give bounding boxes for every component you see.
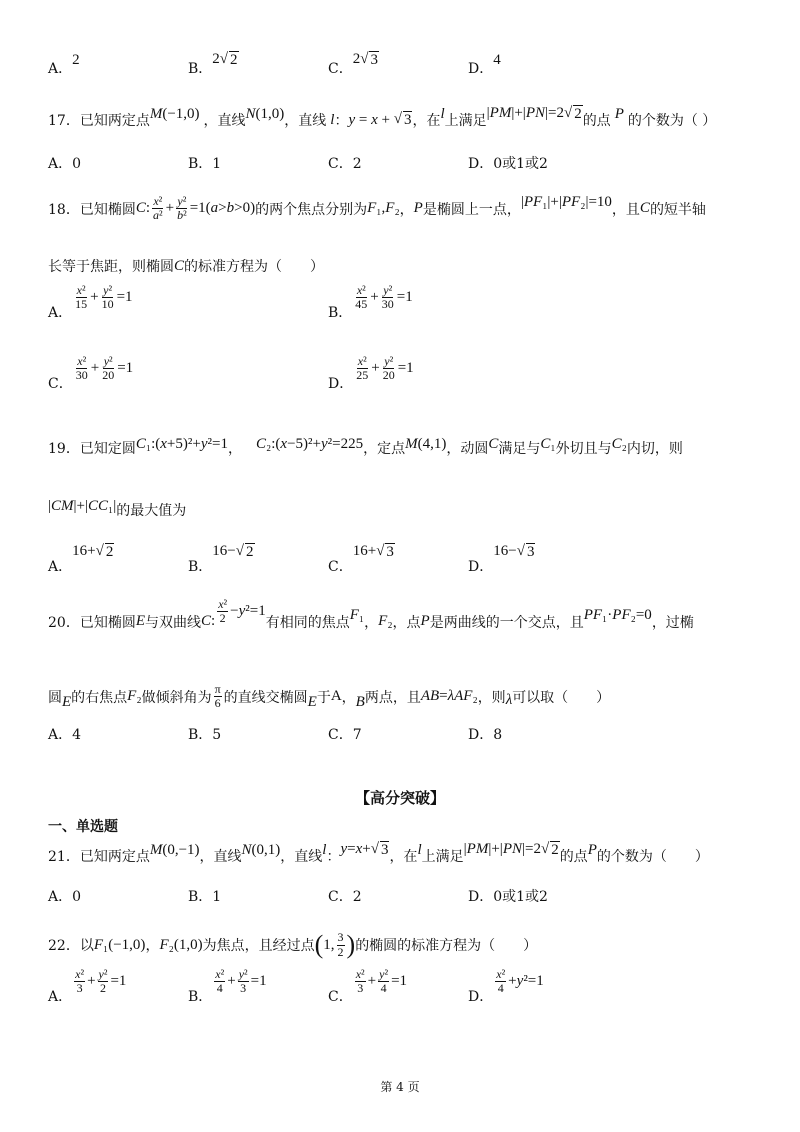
option-label: A．	[48, 988, 73, 1005]
option-value: 2 √ 2	[212, 51, 238, 68]
math-c: C	[174, 257, 185, 274]
q16-option-b	[188, 51, 239, 78]
math-f2: F₂	[127, 688, 142, 705]
stem-text: ，	[145, 938, 160, 954]
q21-option-a: A．0	[48, 889, 82, 905]
stem-text: ，	[341, 689, 356, 706]
math-point-a: A	[330, 688, 342, 705]
stem-text: 上满足	[444, 113, 487, 129]
stem-text: 的个数为（ ）	[627, 113, 717, 129]
q17-option-b: B．1	[188, 156, 222, 172]
option-value: 4	[493, 51, 501, 68]
q22-option-d: D． $\frac{\text{x²}}{4}$ +y²=1	[468, 967, 544, 1005]
math-coord: (−1,0)	[162, 105, 200, 122]
math-fraction: $\frac{\text{x²}}{2}$	[218, 597, 228, 626]
option-label: D．	[328, 375, 354, 392]
math-point: ( 1, $\frac{3}{2}$ )	[314, 930, 356, 959]
math-point-n: N	[245, 105, 256, 122]
math-f2: F₂(1,0)	[159, 936, 203, 953]
math-point-b: B	[355, 694, 365, 711]
stem-text: ，动圆	[446, 441, 489, 457]
question-number: 18．	[48, 201, 80, 218]
stem-text: 圆	[48, 689, 62, 706]
math-coord: (1,0)	[255, 105, 285, 122]
stem-text: ，	[399, 201, 414, 218]
q19-option-a: A． 16+ √ 2	[48, 543, 114, 575]
math-foci: F₁,F₂	[367, 200, 400, 217]
q16-option-c	[328, 51, 379, 78]
math-line-l: l	[322, 841, 327, 858]
stem-text: ，定点	[363, 441, 406, 457]
option-label: C．	[328, 61, 353, 77]
q20-stem-line2	[48, 683, 760, 710]
q19-option-d: D． 16− √ 3	[468, 543, 535, 575]
option-value: 2	[72, 51, 80, 68]
math-dot-product: PF₁·PF₂=0	[583, 607, 652, 624]
q16-option-d	[468, 51, 501, 78]
option-label: B．	[188, 61, 213, 77]
stem-text: ，过椭	[651, 614, 694, 631]
q18-option-c: C． $\frac{\text{x²}}{30}$ + $\frac{\text{y²}}{20}$ =1	[48, 354, 134, 392]
option-label: D．	[468, 559, 494, 575]
option-label: C．	[48, 375, 73, 392]
stem-text: 已知两定点	[79, 113, 150, 129]
math-lambda: λ	[505, 692, 513, 709]
stem-text: 满足与	[498, 441, 541, 457]
stem-text: ，则	[477, 689, 506, 706]
q19-option-c: C． 16+ √ 3	[328, 543, 394, 575]
stem-text: 的点	[582, 113, 611, 129]
q22-option-b: B． $\frac{\text{x²}}{4}$ + $\frac{\text{y²}}{3}$ =1	[188, 967, 267, 1005]
option-label: B．	[188, 988, 213, 1005]
question-number: 21．	[48, 849, 80, 865]
stem-text: ：	[334, 113, 349, 129]
math-vector-equation: AB=λAF₂	[420, 688, 478, 705]
option-value: 2 √ 3	[352, 51, 378, 68]
math-c: C	[639, 200, 650, 217]
stem-text: ：	[326, 849, 341, 865]
math-equation: y=x+ √ 3	[340, 841, 389, 858]
math-point-n: N(0,1)	[241, 841, 281, 858]
option-label: B．	[328, 304, 353, 321]
math-condition: |PM|+|PN|=2 √ 2	[463, 841, 559, 858]
math-line-l: l	[417, 841, 422, 858]
math-condition: |PM|+|PN|=2 √ 2	[486, 105, 582, 122]
q20-option-b: B．5	[188, 727, 222, 743]
q22-stem	[48, 930, 760, 960]
q18-stem: 18． 已知椭圆 C : $\frac{\text{x²}}{\text{a²}}$ + $\frac{\text{y²}}{\text{b²}}$ =1(a>b>0) 的两个焦点分别为 F₁,F₂ ， P 是椭圆上一点， |PF₁|+|PF₂|=10 ，且 C 的短半轴	[48, 194, 706, 223]
math-f1: F₁	[349, 607, 365, 624]
math-e: E	[307, 694, 317, 711]
stem-text: 于	[316, 689, 331, 706]
stem-text: 外切且与	[555, 441, 612, 457]
math-point-p: P	[587, 841, 597, 858]
stem-text: 有相同的焦点	[265, 614, 350, 631]
stem-text: 已知定圆	[79, 441, 136, 457]
q18-option-b: B． $\frac{\text{x²}}{45}$ + $\frac{\text{y²}}{30}$ =1	[328, 283, 413, 321]
math-point-p: P	[420, 613, 430, 630]
q17-stem: 17． 已知两定点 M (−1,0) ，直线 N (1,0) ，直线 l ： y = x + √ 3 ，在 l 上满足 |PM|+|PN|=2 √ 2 的点 P 的个数为（ ）	[48, 105, 717, 129]
option-label: B．	[188, 559, 213, 575]
stem-text: 已知椭圆	[79, 201, 136, 218]
option-label: C．	[328, 559, 353, 575]
math-c2: C₂	[611, 435, 627, 452]
math-c1: C₁	[540, 435, 556, 452]
q21-stem	[48, 841, 760, 866]
math-f2: F₂	[378, 613, 393, 630]
stem-text: ，在	[412, 113, 441, 129]
stem-text: ，直线	[284, 113, 327, 129]
stem-text: 可以取（ ）	[512, 689, 611, 706]
stem-text: 的直线交椭圆	[223, 689, 308, 706]
stem-text: 以	[79, 938, 94, 954]
stem-text: 的椭圆的标准方程为（ ）	[355, 938, 538, 954]
math-ellipse-equation: C	[135, 200, 146, 217]
q18-stem-line2	[48, 256, 760, 276]
section-heading: 【高分突破】	[354, 789, 445, 807]
stem-text: ，	[227, 441, 242, 457]
stem-text: 的点	[559, 849, 588, 865]
math-point-p: P	[413, 200, 423, 217]
stem-text: ，直线	[199, 849, 242, 865]
q16-option-a	[48, 51, 80, 78]
section-title: 一、单选题	[48, 819, 118, 835]
q22-option-a: A． $\frac{\text{x²}}{3}$ + $\frac{\text{y²}}{2}$ =1	[48, 967, 127, 1005]
math-c: C	[488, 435, 499, 452]
q20-stem: 20． 已知椭圆 E 与双曲线 C : $\frac{\text{x²}}{2}$ −y²=1 有相同的焦点 F₁ ， F₂ ，点 P 是两曲线的一个交点，且 PF₁·PF₂=0 ，过椭	[48, 597, 694, 631]
q17-option-c: C．2	[328, 156, 362, 172]
math-point-p: P	[614, 105, 624, 122]
stem-text: 上满足	[421, 849, 464, 865]
math-expression: |CM|+|CC₁|	[48, 497, 117, 514]
q22-option-c: C． $\frac{\text{x²}}{3}$ + $\frac{\text{y²}}{4}$ =1	[328, 967, 408, 1005]
q19-stem	[48, 435, 760, 458]
math-line-l: l	[330, 111, 335, 128]
option-label: A．	[48, 304, 73, 321]
math-f1: F₁(−1,0)	[93, 936, 146, 953]
math-e: E	[135, 613, 145, 630]
stem-text: 是两曲线的一个交点，且	[429, 614, 584, 631]
q20-option-c: C．7	[328, 727, 362, 743]
option-label: A．	[48, 61, 73, 77]
stem-text: ，直线	[280, 849, 323, 865]
math-fraction: $\frac{\pi}{6}$	[214, 682, 221, 711]
q17-option-d: D．0或1或2	[468, 156, 548, 172]
question-number: 17．	[48, 113, 80, 129]
q21-option-b: B．1	[188, 889, 222, 905]
math-circle-c1: C₁:(x+5)²+y²=1	[135, 435, 228, 452]
math-c: C	[201, 613, 212, 630]
stem-text: ，在	[389, 849, 418, 865]
stem-text: 的标准方程为（ ）	[184, 259, 325, 275]
math-e: E	[62, 694, 72, 711]
q20-option-d: D．8	[468, 727, 503, 743]
math-equation: y	[348, 111, 356, 128]
stem-text: 做倾斜角为	[141, 689, 212, 706]
math-fraction: $\frac{\text{y²}}{\text{b²}}$	[177, 194, 187, 223]
math-line-l: l	[440, 105, 445, 122]
stem-text: 的两个焦点分别为	[255, 201, 368, 218]
math-point-m: M(4,1)	[405, 435, 447, 452]
q18-option-d: D． $\frac{\text{x²}}{25}$ + $\frac{\text{y²}}{20}$ =1	[328, 354, 414, 392]
q19-option-b: B． 16− √ 2	[188, 543, 254, 575]
option-label: D．	[468, 61, 494, 77]
math-circle-c2: C₂:(x−5)²+y²=225	[255, 435, 364, 452]
stem-text: 的右焦点	[71, 689, 128, 706]
stem-text: 是椭圆上一点，	[422, 201, 521, 218]
stem-text: ，直线	[203, 113, 246, 129]
math-point-m: M	[149, 105, 163, 122]
stem-text: 长等于焦距，则椭圆	[48, 259, 174, 275]
stem-text: 的个数为（ ）	[596, 849, 709, 865]
question-number: 20．	[48, 614, 80, 631]
page-footer: 第 4 页	[380, 1080, 420, 1094]
option-label: D．	[468, 988, 494, 1005]
option-label: A．	[48, 559, 73, 575]
question-number: 22．	[48, 938, 80, 954]
stem-text: 两点，且	[364, 689, 421, 706]
stem-text: 已知椭圆	[79, 614, 136, 631]
math-point-m: M(0,−1)	[149, 841, 200, 858]
stem-text: ，点	[392, 614, 421, 631]
q21-option-d: D．0或1或2	[468, 889, 548, 905]
q19-stem-line2	[48, 497, 760, 520]
q17-option-a: A．0	[48, 156, 82, 172]
stem-text: 内切，则	[626, 441, 683, 457]
question-number: 19．	[48, 441, 80, 457]
stem-text: 已知两定点	[79, 849, 150, 865]
math-fraction: $\frac{\text{x²}}{\text{a²}}$	[153, 194, 163, 223]
stem-text: 的短半轴	[649, 201, 706, 218]
q20-option-a: A．4	[48, 727, 82, 743]
q18-option-a: A． $\frac{\text{x²}}{15}$ + $\frac{\text{y²}}{10}$ =1	[48, 283, 133, 321]
option-label: C．	[328, 988, 353, 1005]
stem-text: ，	[364, 614, 379, 631]
q21-option-c: C．2	[328, 889, 362, 905]
stem-text: ，且	[611, 201, 640, 218]
math-condition: |PF₁|+|PF₂|=10	[520, 194, 612, 211]
stem-text: 为焦点，且经过点	[202, 938, 315, 954]
stem-text: 与双曲线	[145, 614, 201, 631]
stem-text: 的最大值为	[116, 503, 187, 519]
